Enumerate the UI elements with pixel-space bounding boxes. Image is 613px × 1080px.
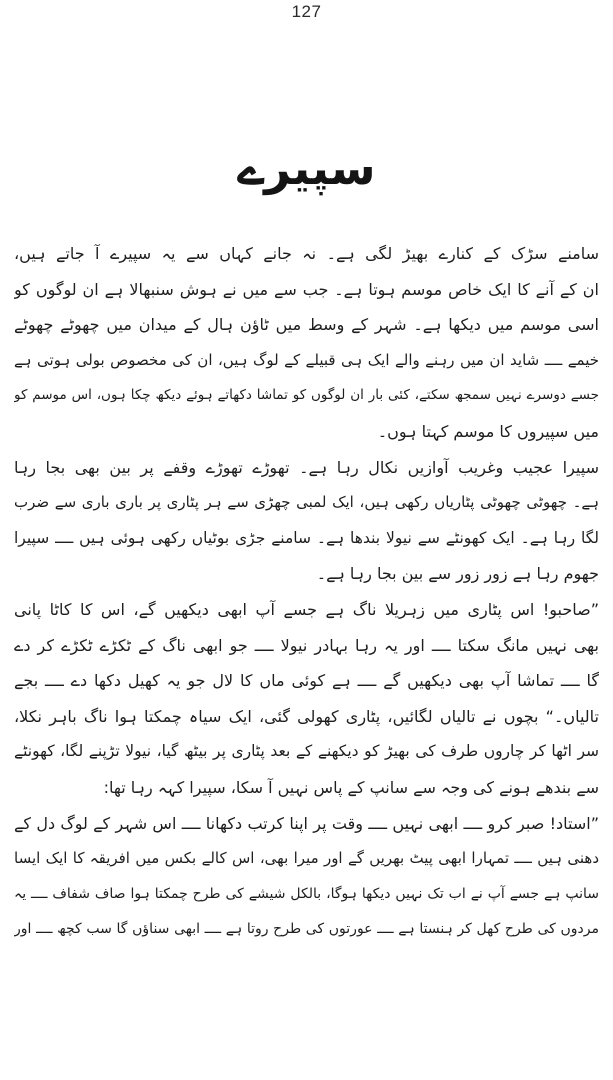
text-line: بھی نہیں مانگ سکتا ــــ اور یہ رہا بہادر نیولا ــــ جو ابھی ناگ کے ٹکڑے ٹکڑے کر دے — [14, 635, 599, 655]
text-line: جھوم رہا ہے زور زور سے بین بجا رہا ہے۔ — [316, 564, 599, 584]
text-line: سر اٹھا کر چاروں طرف کی بھیڑ کو دیکھنے کے بعد پٹاری پر بیٹھ گیا، نیولا تڑپنے لگا، کھونٹے — [14, 742, 599, 761]
text-line: اسی موسم میں دیکھا ہے۔ شہر کے وسط میں ٹاؤن ہال کے میدان میں چھوٹے چھوٹے — [14, 315, 599, 335]
text-line: ”صاحبو! اس پٹاری میں زہریلا ناگ ہے جسے آپ ابھی دیکھیں گے، اس کا کاٹا پانی — [14, 599, 599, 619]
text-line: سپیرا عجیب وغریب آوازیں نکال رہا ہے۔ تھوڑے تھوڑے وقفے پر بین بھی بجا رہا — [14, 457, 599, 477]
text-line: سے بندھے ہونے کی وجہ سے سانپ کے پاس نہیں آ سکا، سپیرا کہہ رہا تھا: — [103, 777, 599, 797]
text-line: میں سپیروں کا موسم کہتا ہوں۔ — [377, 421, 599, 441]
text-line: سامنے سڑک کے کنارے بھیڑ لگی ہے۔ نہ جانے کہاں سے یہ سپیرے آ جاتے ہیں، — [14, 244, 599, 263]
text-line: خیمے ــــ شاید ان میں رہنے والے ایک ہی قبیلے کے لوگ ہیں، ان کی مخصوص بولی ہوتی ہے — [14, 350, 599, 369]
text-line: لگا رہا ہے۔ ایک کھونٹے سے نیولا بندھا ہے۔ سامنے جڑی بوٹیاں رکھی ہوئی ہیں ــــ سپیرا — [14, 528, 599, 547]
text-line: دھنی ہیں ــــ تمہارا ابھی پیٹ بھریں گے اور میرا بھی، اس کالے بکس میں افریقہ کا ایک ایسا — [14, 849, 599, 868]
text-line: ہے۔ چھوٹی چھوٹی پٹاریاں رکھی ہیں، ایک لمبی چھڑی سے ہر پٹاری پر باری باری سے ضرب — [14, 493, 599, 512]
text-line: جسے دوسرے نہیں سمجھ سکتے، کئی بار ان لوگوں کو تماشا دکھاتے ہوئے دیکھ چکا ہوں، اس موسم کو — [14, 387, 599, 404]
chapter-title: سپیرے — [237, 141, 376, 195]
text-line: تالیاں۔“ بچوں نے تالیاں لگائیں، پٹاری کھولی گئی، ایک سیاہ چمکتا ہوا ناگ باہر نکلا، — [14, 706, 599, 726]
text-line: ان کے آنے کا ایک خاص موسم ہوتا ہے۔ جب سے میں نے ہوش سنبھالا ہے ان لوگوں کو — [14, 279, 599, 299]
body-text — [14, 236, 599, 948]
text-line: گا ــــ تماشا آپ بھی دیکھیں گے ــــ ہے کوئی ماں کا لال جو یہ کھیل دکھا دے ــــ بجے — [14, 671, 599, 691]
page-number: 127 — [291, 2, 322, 21]
text-line: مردوں کی طرح کھل کر ہنستا ہے ــــ عورتوں کی طرح روتا ہے ــــ ابھی سناؤں گا سب کچھ ــــ اور — [14, 921, 599, 938]
text-line: ”استاد! صبر کرو ــــ ابھی نہیں ــــ وقت پر اپنا کرتب دکھانا ــــ اس شہر کے لوگ دل کے — [14, 813, 599, 833]
text-line: سانپ ہے جسے آپ نے اب تک نہیں دیکھا ہوگا، بالکل شیشے کی طرح چمکتا ہوا صاف شفاف ــــ یہ — [14, 885, 599, 902]
